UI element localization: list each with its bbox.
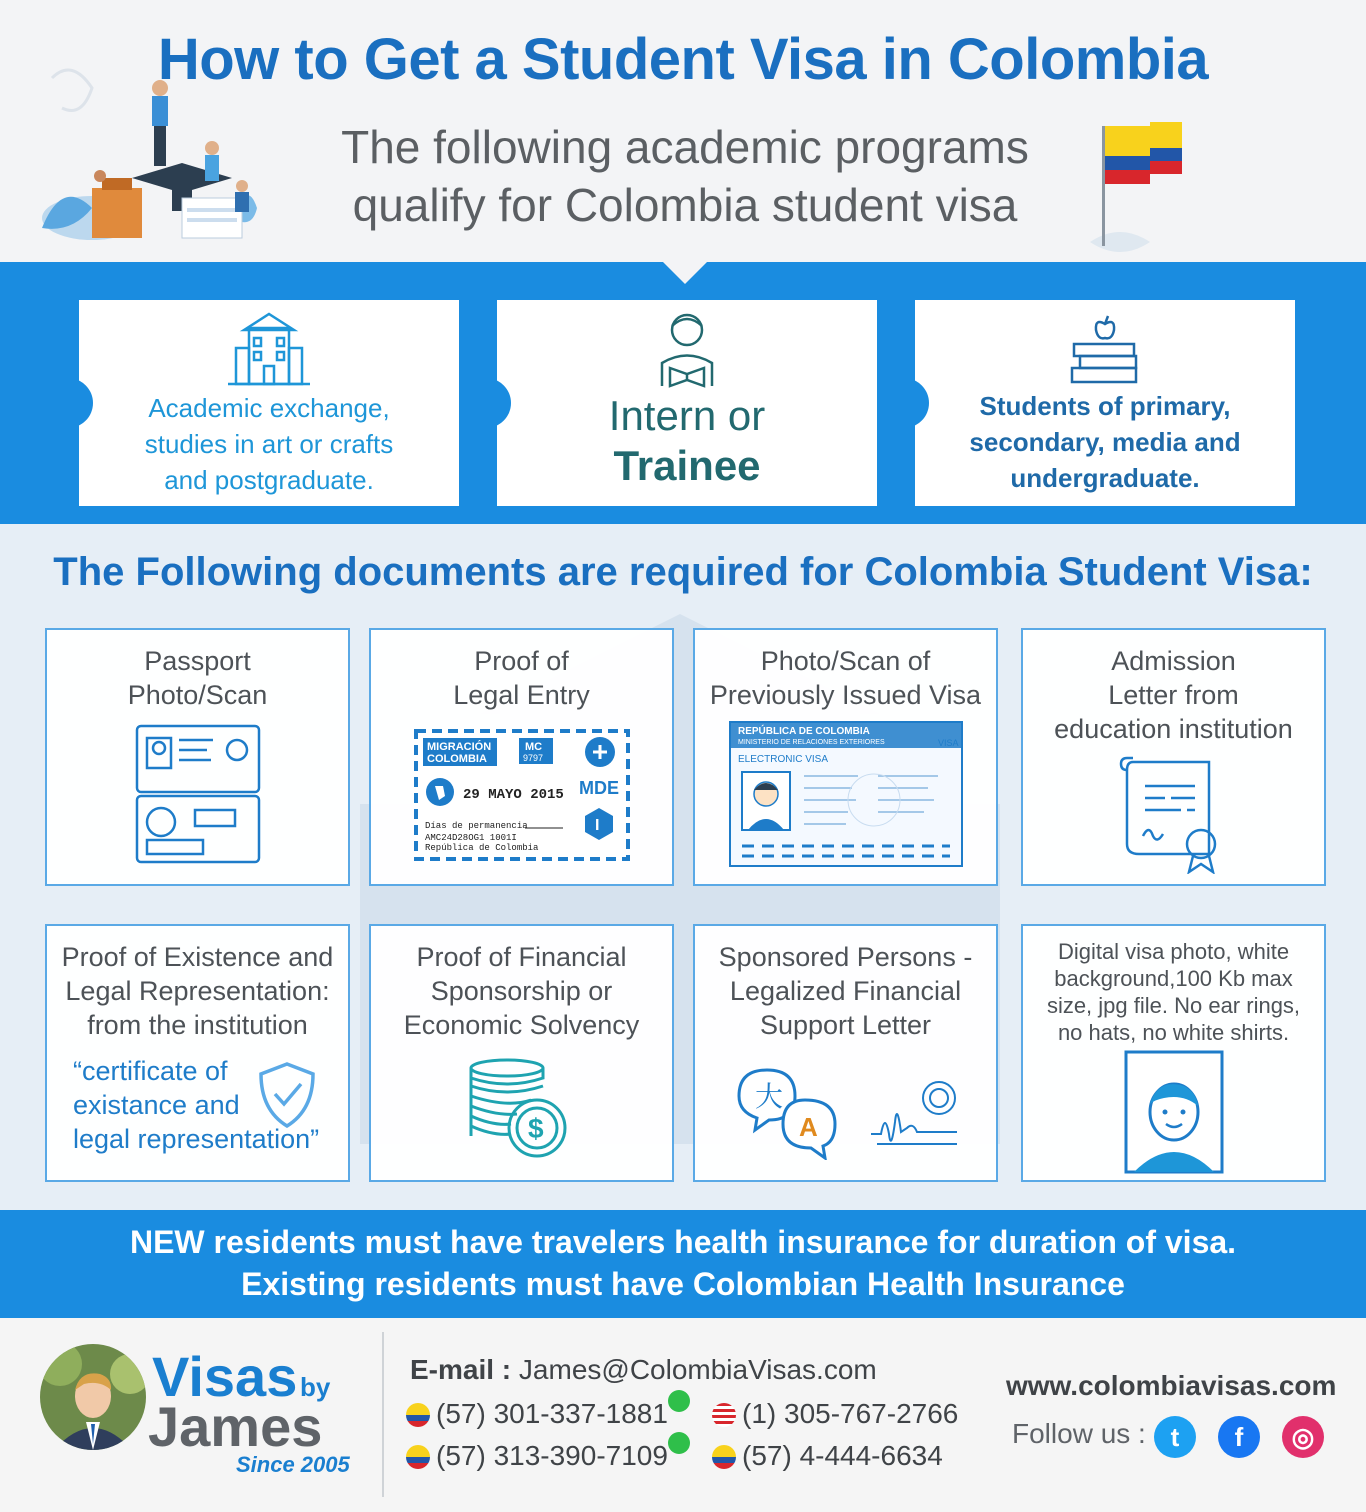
stamp-airport: MDE — [578, 778, 619, 798]
doc-title: Proof of Financial Sponsorship or Economic Solvency — [403, 942, 640, 1040]
doc-title: Proof of Existence and Legal Representation: from the institution — [61, 942, 334, 1040]
certificate-quote: “certificate of existance and legal representation” — [73, 1056, 320, 1154]
program-card-primary-secondary — [915, 300, 1295, 506]
signature-stamp-icon — [867, 1072, 963, 1154]
stamp-date: 29 MAYO 2015 — [462, 787, 564, 803]
doc-card-financial-sponsorship — [369, 924, 674, 1182]
colombia-flag-icon — [1080, 112, 1220, 262]
stamp-code1: MC — [524, 741, 542, 753]
insurance-line-existing: Existing residents must have Colombian Health Insurance — [241, 1266, 1125, 1302]
stamp-country: República de Colombia — [424, 843, 538, 853]
doc-card-legal-entry — [369, 628, 674, 886]
brand-by: by — [300, 1372, 331, 1402]
visa-label: ELECTRONIC VISA — [737, 754, 828, 765]
phone-colombia-2[interactable]: (57) 313-390-7109 — [406, 1440, 668, 1472]
doc-title: Photo/Scan of Previously Issued Visa — [709, 646, 982, 710]
doc-title: Proof of Legal Entry — [453, 646, 590, 710]
brand-since: Since 2005 — [236, 1452, 350, 1477]
school-building-icon — [224, 308, 314, 388]
stamp-stay: Días de permanencia — [424, 821, 528, 831]
entry-stamp-icon — [413, 728, 631, 862]
stamp-ref: AMC24D28OG1 1001I — [424, 833, 517, 843]
doc-card-digital-photo — [1021, 924, 1326, 1182]
doc-card-sponsored-persons — [693, 924, 998, 1182]
email-label: E-mail : — [410, 1354, 512, 1385]
documents-title: The Following documents are required for Colombia Student Visa: — [53, 550, 1313, 594]
colombia-flag-icon — [406, 1445, 430, 1469]
phone-colombia-3[interactable]: (57) 4-444-6634 — [712, 1440, 943, 1472]
doc-card-admission-letter — [1021, 628, 1326, 886]
phone-colombia-1[interactable]: (57) 301-337-1881 — [406, 1398, 668, 1430]
visa-corner: VISA — [937, 738, 959, 748]
email-link[interactable]: James@ColombiaVisas.com — [518, 1354, 877, 1385]
website-link[interactable]: www.colombiavisas.com — [1006, 1370, 1337, 1401]
coins-dollar-icon — [467, 1056, 577, 1160]
translation-icon — [735, 1066, 839, 1160]
follow-us-label: Follow us : — [1012, 1418, 1146, 1449]
insurance-line-new: NEW residents must have travelers health insurance for duration of visa. — [129, 1224, 1237, 1260]
instagram-icon[interactable]: ◎ — [1282, 1416, 1324, 1458]
svg-text:$: $ — [527, 1113, 544, 1144]
program-academic-text: Academic exchange, studies in art or crafts and postgraduate. — [144, 393, 394, 495]
photo-portrait-icon — [1124, 1050, 1224, 1174]
program-card-intern — [497, 300, 877, 506]
program-card-academic-exchange — [79, 300, 459, 506]
program-primary-text: Students of primary, secondary, media and undergraduate. — [969, 391, 1241, 493]
visa-header2: MINISTERIO DE RELACIONES EXTERIORES — [737, 739, 885, 746]
usa-flag-icon — [712, 1403, 736, 1427]
twitter-icon[interactable]: t — [1154, 1416, 1196, 1458]
page-title: How to Get a Student Visa in Colombia — [157, 27, 1209, 92]
doc-card-passport — [45, 628, 350, 886]
translation-glyph-1: 大 — [755, 1080, 784, 1113]
whatsapp-icon — [668, 1432, 690, 1454]
facebook-icon[interactable]: f — [1218, 1416, 1260, 1458]
doc-title: Sponsored Persons - Legalized Financial Support Letter — [718, 942, 973, 1040]
visa-card-icon — [728, 720, 964, 868]
doc-card-previous-visa — [693, 628, 998, 886]
program-intern-line1: Intern or — [608, 392, 766, 439]
colombia-flag-icon — [406, 1403, 430, 1427]
doc-card-legal-representation — [45, 924, 350, 1182]
whatsapp-icon — [668, 1390, 690, 1412]
passport-icon — [133, 722, 263, 866]
translation-glyph-2: A — [799, 1112, 818, 1142]
phone-usa[interactable]: (1) 305-767-2766 — [712, 1398, 958, 1430]
brand-james: James — [148, 1395, 323, 1458]
books-apple-icon — [1060, 308, 1150, 388]
stamp-agency2: COLOMBIA — [426, 753, 487, 765]
brand-visas: Visas — [152, 1345, 298, 1408]
stamp-agency1: MIGRACIÓN — [426, 741, 491, 753]
footer-divider — [382, 1332, 384, 1497]
doc-title: Passport Photo/Scan — [127, 646, 268, 710]
colombia-flag-icon — [712, 1445, 736, 1469]
doc-title: Digital visa photo, white background,100 Kb max size, jpg file. No ear rings, no hats, no white shirts. — [1046, 939, 1301, 1045]
visa-header1: REPÚBLICA DE COLOMBIA — [737, 726, 870, 737]
stamp-code2: 9797 — [522, 753, 543, 763]
page-subtitle: The following academic programs qualify for Colombia student visa — [341, 121, 1029, 231]
contact-email — [410, 1354, 877, 1386]
doc-title: Admission Letter from education institution — [1054, 646, 1293, 744]
stamp-type: I — [594, 817, 599, 834]
avatar — [40, 1344, 146, 1450]
certificate-icon — [1119, 754, 1229, 874]
program-intern-line2: Trainee — [613, 442, 761, 489]
band-notch — [663, 262, 707, 284]
shield-check-icon — [257, 1060, 317, 1130]
student-reading-icon — [642, 308, 732, 388]
